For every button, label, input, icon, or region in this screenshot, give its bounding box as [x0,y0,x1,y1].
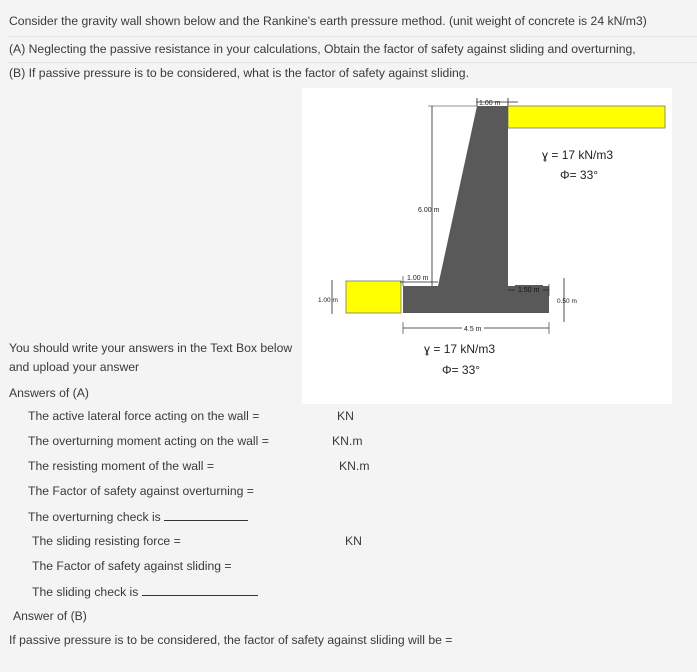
divider [8,62,697,63]
wall-stem [438,106,508,286]
question-intro: Consider the gravity wall shown below and the Rankine's earth pressure method. (unit weight of concrete is 24 kN/m3) [9,14,647,28]
passive-fs-label: If passive pressure is to be considered, the factor of safety against sliding will be = [9,633,453,647]
dim-base-width: 4.5 m [464,326,482,333]
overturning-check-label: The overturning check is [28,510,161,524]
sliding-check-blank[interactable] [142,584,258,596]
retaining-wall-diagram [302,88,672,404]
overturning-check-blank[interactable] [164,509,248,521]
instruction-line-1: You should write your answers in the Text Box below [9,341,293,355]
instruction-line-2: and upload your answer [9,360,140,374]
foundation-gamma: ɣ = 17 kN/m3 [424,342,496,356]
fs-sliding-label: The Factor of safety against sliding = [32,559,232,573]
backfill-gamma: ɣ = 17 kN/m3 [542,148,614,162]
dim-heel: 1.50 m [518,287,540,294]
dim-base-thickness: 0.50 m [557,298,577,305]
sliding-resisting-label: The sliding resisting force = [32,534,181,548]
dim-height: 6.00 m [418,207,440,214]
sliding-check-row [32,584,258,599]
overturning-moment-label: The overturning moment acting on the wall = [28,434,269,448]
active-force-unit: KN [337,409,354,423]
question-part-a: (A) Neglecting the passive resistance in your calculations, Obtain the factor of safety against sliding and overturning, [9,42,636,56]
dim-front-soil: 1.00 m [318,297,338,304]
resisting-moment-label: The resisting moment of the wall = [28,459,214,473]
front-soil [346,281,401,313]
active-force-label: The active lateral force acting on the wall = [28,409,260,423]
answers-a-heading: Answers of (A) [9,386,89,400]
dim-top-width: 1.00 m [479,100,501,107]
sliding-resisting-unit: KN [345,534,362,548]
backfill-phi: Φ= 33° [560,168,599,182]
question-part-b: (B) If passive pressure is to be considered, what is the factor of safety against sliding. [9,66,469,80]
fs-overturning-label: The Factor of safety against overturning = [28,484,254,498]
backfill-soil [508,106,665,128]
overturning-check-row [28,509,248,524]
retaining-wall-figure [302,88,672,404]
resisting-moment-unit: KN.m [339,459,370,473]
answers-b-heading: Answer of (B) [13,609,87,623]
sliding-check-label: The sliding check is [32,585,139,599]
foundation-phi: Φ= 33° [442,363,481,377]
dim-toe-step: 1.00 m [407,275,429,282]
overturning-moment-unit: KN.m [332,434,363,448]
divider [8,36,697,37]
